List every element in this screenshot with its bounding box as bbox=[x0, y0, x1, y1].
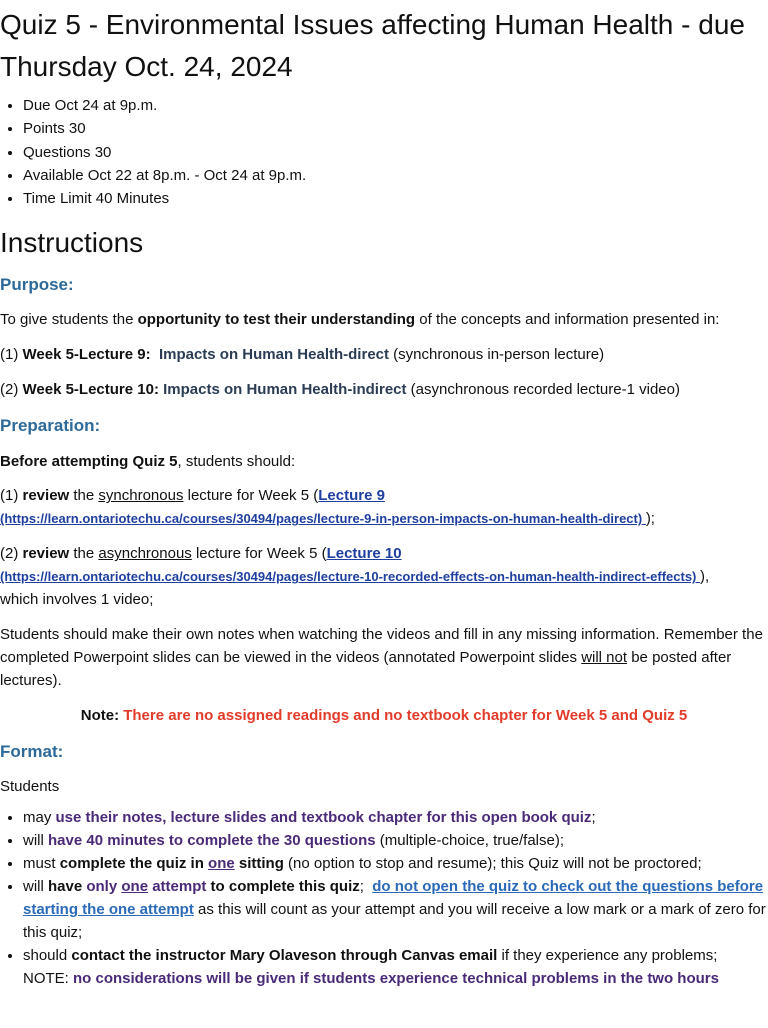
preparation-item-2 bbox=[0, 542, 768, 611]
emphasis: sitting bbox=[234, 855, 284, 873]
notes-paragraph bbox=[0, 623, 768, 692]
text: must bbox=[23, 855, 60, 873]
format-students: Students bbox=[0, 778, 60, 796]
page-title: Quiz 5 - Environmental Issues affecting Human Health - due Thursday Oct. 24, 2024 bbox=[0, 9, 745, 82]
lecture-type: (synchronous in-person lecture) bbox=[389, 346, 605, 364]
purpose-intro-bold: opportunity to test their understanding bbox=[137, 311, 416, 329]
lecture-label: Week 5-Lecture 10: bbox=[22, 381, 159, 399]
purpose-intro-rest: of the concepts and information presented in: bbox=[415, 311, 720, 329]
text: ; bbox=[591, 809, 596, 827]
list-item bbox=[23, 852, 768, 875]
purpose-intro bbox=[0, 308, 768, 331]
emphasis: to complete this quiz bbox=[206, 878, 360, 896]
preparation-intro bbox=[0, 450, 768, 473]
text: (multiple-choice, true/false); bbox=[375, 832, 564, 850]
text: lecture for Week 5 ( bbox=[191, 545, 327, 563]
quiz-details-list bbox=[0, 94, 768, 210]
preparation-heading: Preparation: bbox=[0, 416, 101, 436]
item-number: (2) bbox=[0, 381, 23, 399]
emphasis: attempt bbox=[148, 878, 207, 896]
purpose-intro-text: To give students the bbox=[0, 311, 138, 329]
lecture-mode: synchronous bbox=[98, 487, 184, 505]
format-heading: Format: bbox=[0, 742, 64, 762]
note-warning: There are no assigned readings and no textbook chapter for Week 5 and Quiz 5 bbox=[123, 707, 688, 725]
purpose-item-1 bbox=[0, 343, 768, 366]
emphasis: contact the instructor Mary Olaveson through Canvas email bbox=[71, 947, 498, 965]
preparation-intro-rest: , students should: bbox=[177, 453, 296, 471]
instructions-heading: Instructions bbox=[0, 227, 144, 259]
lecture-10-url-link[interactable]: (https://learn.ontariotechu.ca/courses/30494/pages/lecture-10-recorded-effects-on-human-health-indirect-effects) bbox=[0, 569, 701, 585]
text: ; bbox=[359, 878, 373, 896]
text: NOTE: bbox=[23, 970, 74, 988]
lecture-9-url-link[interactable]: (https://learn.ontariotechu.ca/courses/30494/pages/lecture-9-in-person-impacts-on-human-health-direct) bbox=[0, 511, 646, 527]
lecture-10-link[interactable]: Lecture 10 bbox=[326, 545, 402, 563]
emphasis: only bbox=[86, 878, 122, 896]
emphasis: use their notes, lecture slides and textbook chapter for this open book quiz bbox=[55, 809, 592, 827]
lecture-9-link[interactable]: Lecture 9 bbox=[318, 487, 385, 505]
text: (no option to stop and resume); this Quiz will not be proctored; bbox=[283, 855, 702, 873]
emphasis: no considerations will be given if students experience technical problems in the two hours bbox=[73, 970, 719, 988]
purpose-item-2 bbox=[0, 378, 768, 401]
emphasis: one bbox=[121, 878, 149, 896]
item-number: (1) bbox=[0, 346, 23, 364]
text: which involves 1 video; bbox=[0, 591, 154, 609]
text: as this will count as your attempt and you will receive a low mark or a mark of zero for this quiz; bbox=[23, 901, 766, 942]
quiz-page bbox=[0, 4, 768, 990]
emphasis: will not bbox=[581, 649, 628, 667]
text: lecture for Week 5 ( bbox=[183, 487, 319, 505]
detail-questions: • Questions 30 bbox=[23, 141, 768, 164]
text: the bbox=[69, 487, 99, 505]
emphasis: one bbox=[208, 855, 235, 873]
lecture-mode: asynchronous bbox=[98, 545, 192, 563]
text: should bbox=[23, 947, 72, 965]
note-label: Note: bbox=[80, 707, 124, 725]
note-callout bbox=[0, 704, 768, 727]
list-item bbox=[23, 875, 768, 944]
item-number: (2) bbox=[0, 545, 23, 563]
item-number: (1) bbox=[0, 487, 23, 505]
text: if they experience any problems; bbox=[497, 947, 718, 965]
text: will bbox=[23, 878, 48, 896]
warning-emphasis: do not open the quiz to check out the questions before starting the one attempt bbox=[23, 878, 764, 919]
emphasis: complete the quiz in bbox=[59, 855, 209, 873]
detail-points: • Points 30 bbox=[23, 117, 768, 140]
emphasis: have bbox=[48, 878, 87, 896]
review-label: review bbox=[22, 487, 70, 505]
lecture-topic: Impacts on Human Health-indirect bbox=[163, 381, 407, 399]
detail-available: • Available Oct 22 at 8p.m. - Oct 24 at 9p.m. bbox=[23, 164, 768, 187]
format-list bbox=[0, 806, 768, 990]
emphasis: have 40 minutes to complete the 30 questions bbox=[48, 832, 376, 850]
preparation-item-1 bbox=[0, 484, 768, 530]
text: the bbox=[69, 545, 99, 563]
text: may bbox=[23, 809, 56, 827]
detail-due: • Due Oct 24 at 9p.m. bbox=[23, 94, 768, 117]
list-item bbox=[23, 944, 768, 990]
purpose-heading: Purpose: bbox=[0, 275, 74, 295]
text: will bbox=[23, 832, 48, 850]
text: Students should make their own notes when watching the videos and fill in any missing information. Remember the completed Powerpoint slides can be viewed in the videos (annotated Powerpoint slides bbox=[0, 626, 763, 667]
text: ); bbox=[645, 510, 655, 528]
lecture-label: Week 5-Lecture 9: bbox=[22, 346, 151, 364]
lecture-topic: Impacts on Human Health-direct bbox=[158, 346, 389, 364]
lecture-type: (asynchronous recorded lecture-1 video) bbox=[406, 381, 680, 399]
preparation-intro-bold: Before attempting Quiz 5 bbox=[0, 453, 178, 471]
detail-time-limit: • Time Limit 40 Minutes bbox=[23, 187, 768, 210]
text: be posted after lectures). bbox=[0, 649, 732, 690]
review-label: review bbox=[22, 545, 70, 563]
list-item bbox=[23, 806, 768, 829]
text: ), bbox=[700, 568, 710, 586]
list-item bbox=[23, 829, 768, 852]
